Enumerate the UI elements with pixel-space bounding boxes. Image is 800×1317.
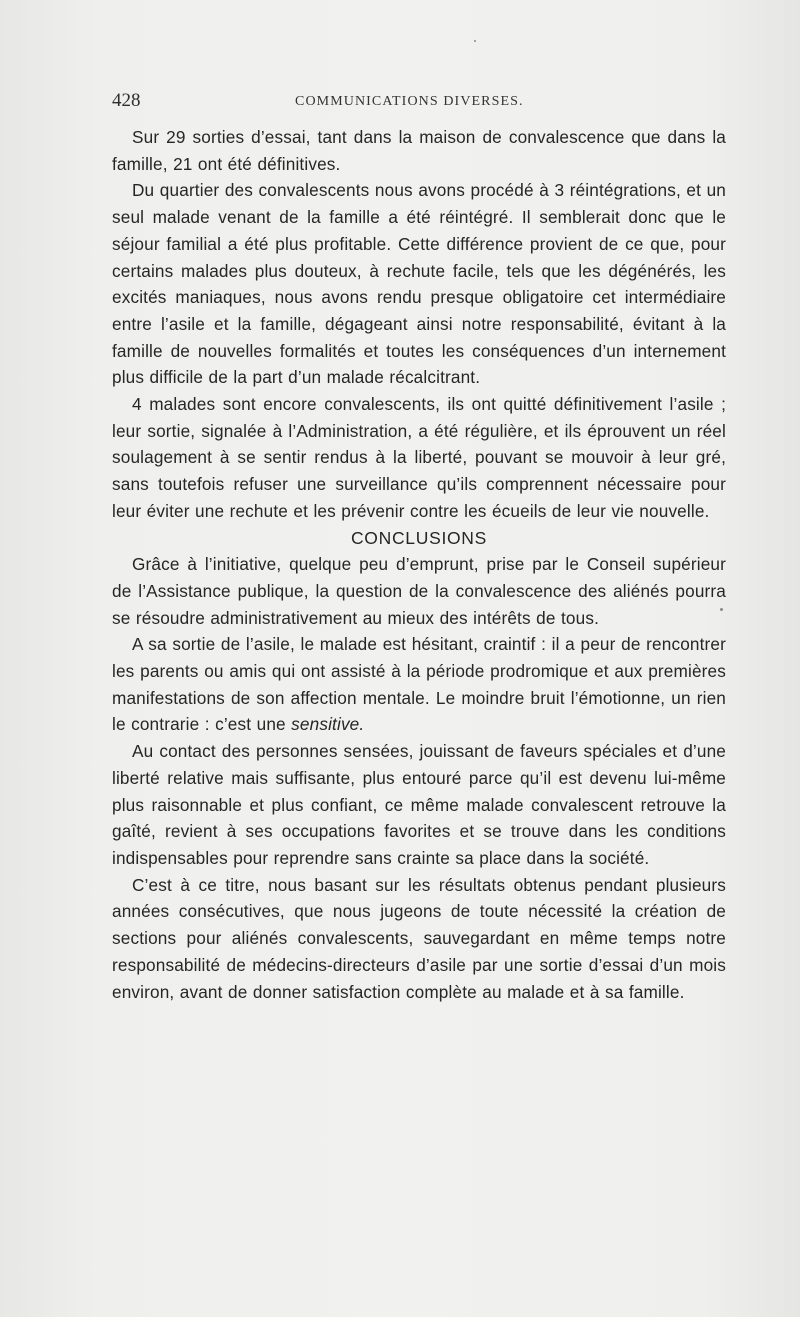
paragraph-convalescents: 4 malades sont encore convalescents, ils ont quitté définitivement l’asile ; leur sortie, signalée à l’Administration, a été régulière, et ils éprouvent un réel soulagement à se sentir rendus à la liberté, pouvant se mouvoir à leur gré, sans toutefois refuser une surveillance qu’ils comprennent nécessaire pour leur éviter une rechute et les prévenir contre les écueils de leur vie nouvelle. <box>112 394 726 521</box>
ink-speck <box>474 40 476 42</box>
ink-speck <box>720 608 723 611</box>
paragraph-initiative: Grâce à l’initiative, quelque peu d’emprunt, prise par le Conseil supérieur de l’Assistance publique, la question de la convalescence des aliénés pourra se résoudre administrativement au mieux des intérêts de tous. <box>112 554 726 628</box>
paragraph-sortie-asile <box>112 631 726 738</box>
paragraph-contact: Au contact des personnes sensées, jouissant de faveurs spéciales et d’une liberté relative mais suffisante, plus entouré parce qu’il est devenu lui-même plus raisonnable et plus confiant, ce même malade convalescent retrouve la gaîté, revient à ses occupations favorites et se trouve dans les conditions indispensables pour reprendre sans crainte sa place dans la société. <box>112 741 726 868</box>
page-header <box>112 90 712 116</box>
paragraph-sorties-essai: Sur 29 sorties d’essai, tant dans la maison de convalescence que dans la famille, 21 ont été définitives. <box>112 127 726 174</box>
body-text <box>112 124 726 1005</box>
conclusions-heading: CONCLUSIONS <box>350 527 488 548</box>
sensitive-italic: sensitive. <box>291 714 365 735</box>
page-number: 428 <box>112 90 141 111</box>
sortie-asile-text: A sa sortie de l’asile, le malade est hésitant, craintif : il a peur de rencontrer les parents ou amis qui ont assisté à la période prodromique et aux premières manifestations de son affection mentale. Le moindre bruit l’émotionne, un rien le contrarie : c’est une <box>112 634 726 735</box>
paragraph-reintegrations: Du quartier des convalescents nous avons procédé à 3 réintégrations, et un seul malade venant de la famille a été réintégré. Il semblerait donc que le séjour familial a été plus profitable. Cette différence provient de ce que, pour certains malades plus douteux, à rechute facile, tels que les dégénérés, les excités maniaques, nous avons rendu presque obligatoire cet intermédiaire entre l’asile et la famille, dégageant ainsi notre responsabilité, évitant à la famille de nouvelles formalités et toutes les conséquences d’un internement plus difficile de la part d’un malade récalcitrant. <box>112 180 726 388</box>
running-head: COMMUNICATIONS DIVERSES. <box>295 94 524 109</box>
paragraph-conclusion-final: C’est à ce titre, nous basant sur les résultats obtenus pendant plusieurs années consécutives, que nous jugeons de toute nécessité la création de sections pour aliénés convalescents, sauvegardant en même temps notre responsabilité de médecins-directeurs d’asile par une sortie d’essai d’un mois environ, avant de donner satisfaction complète au malade et à sa famille. <box>112 874 726 1002</box>
